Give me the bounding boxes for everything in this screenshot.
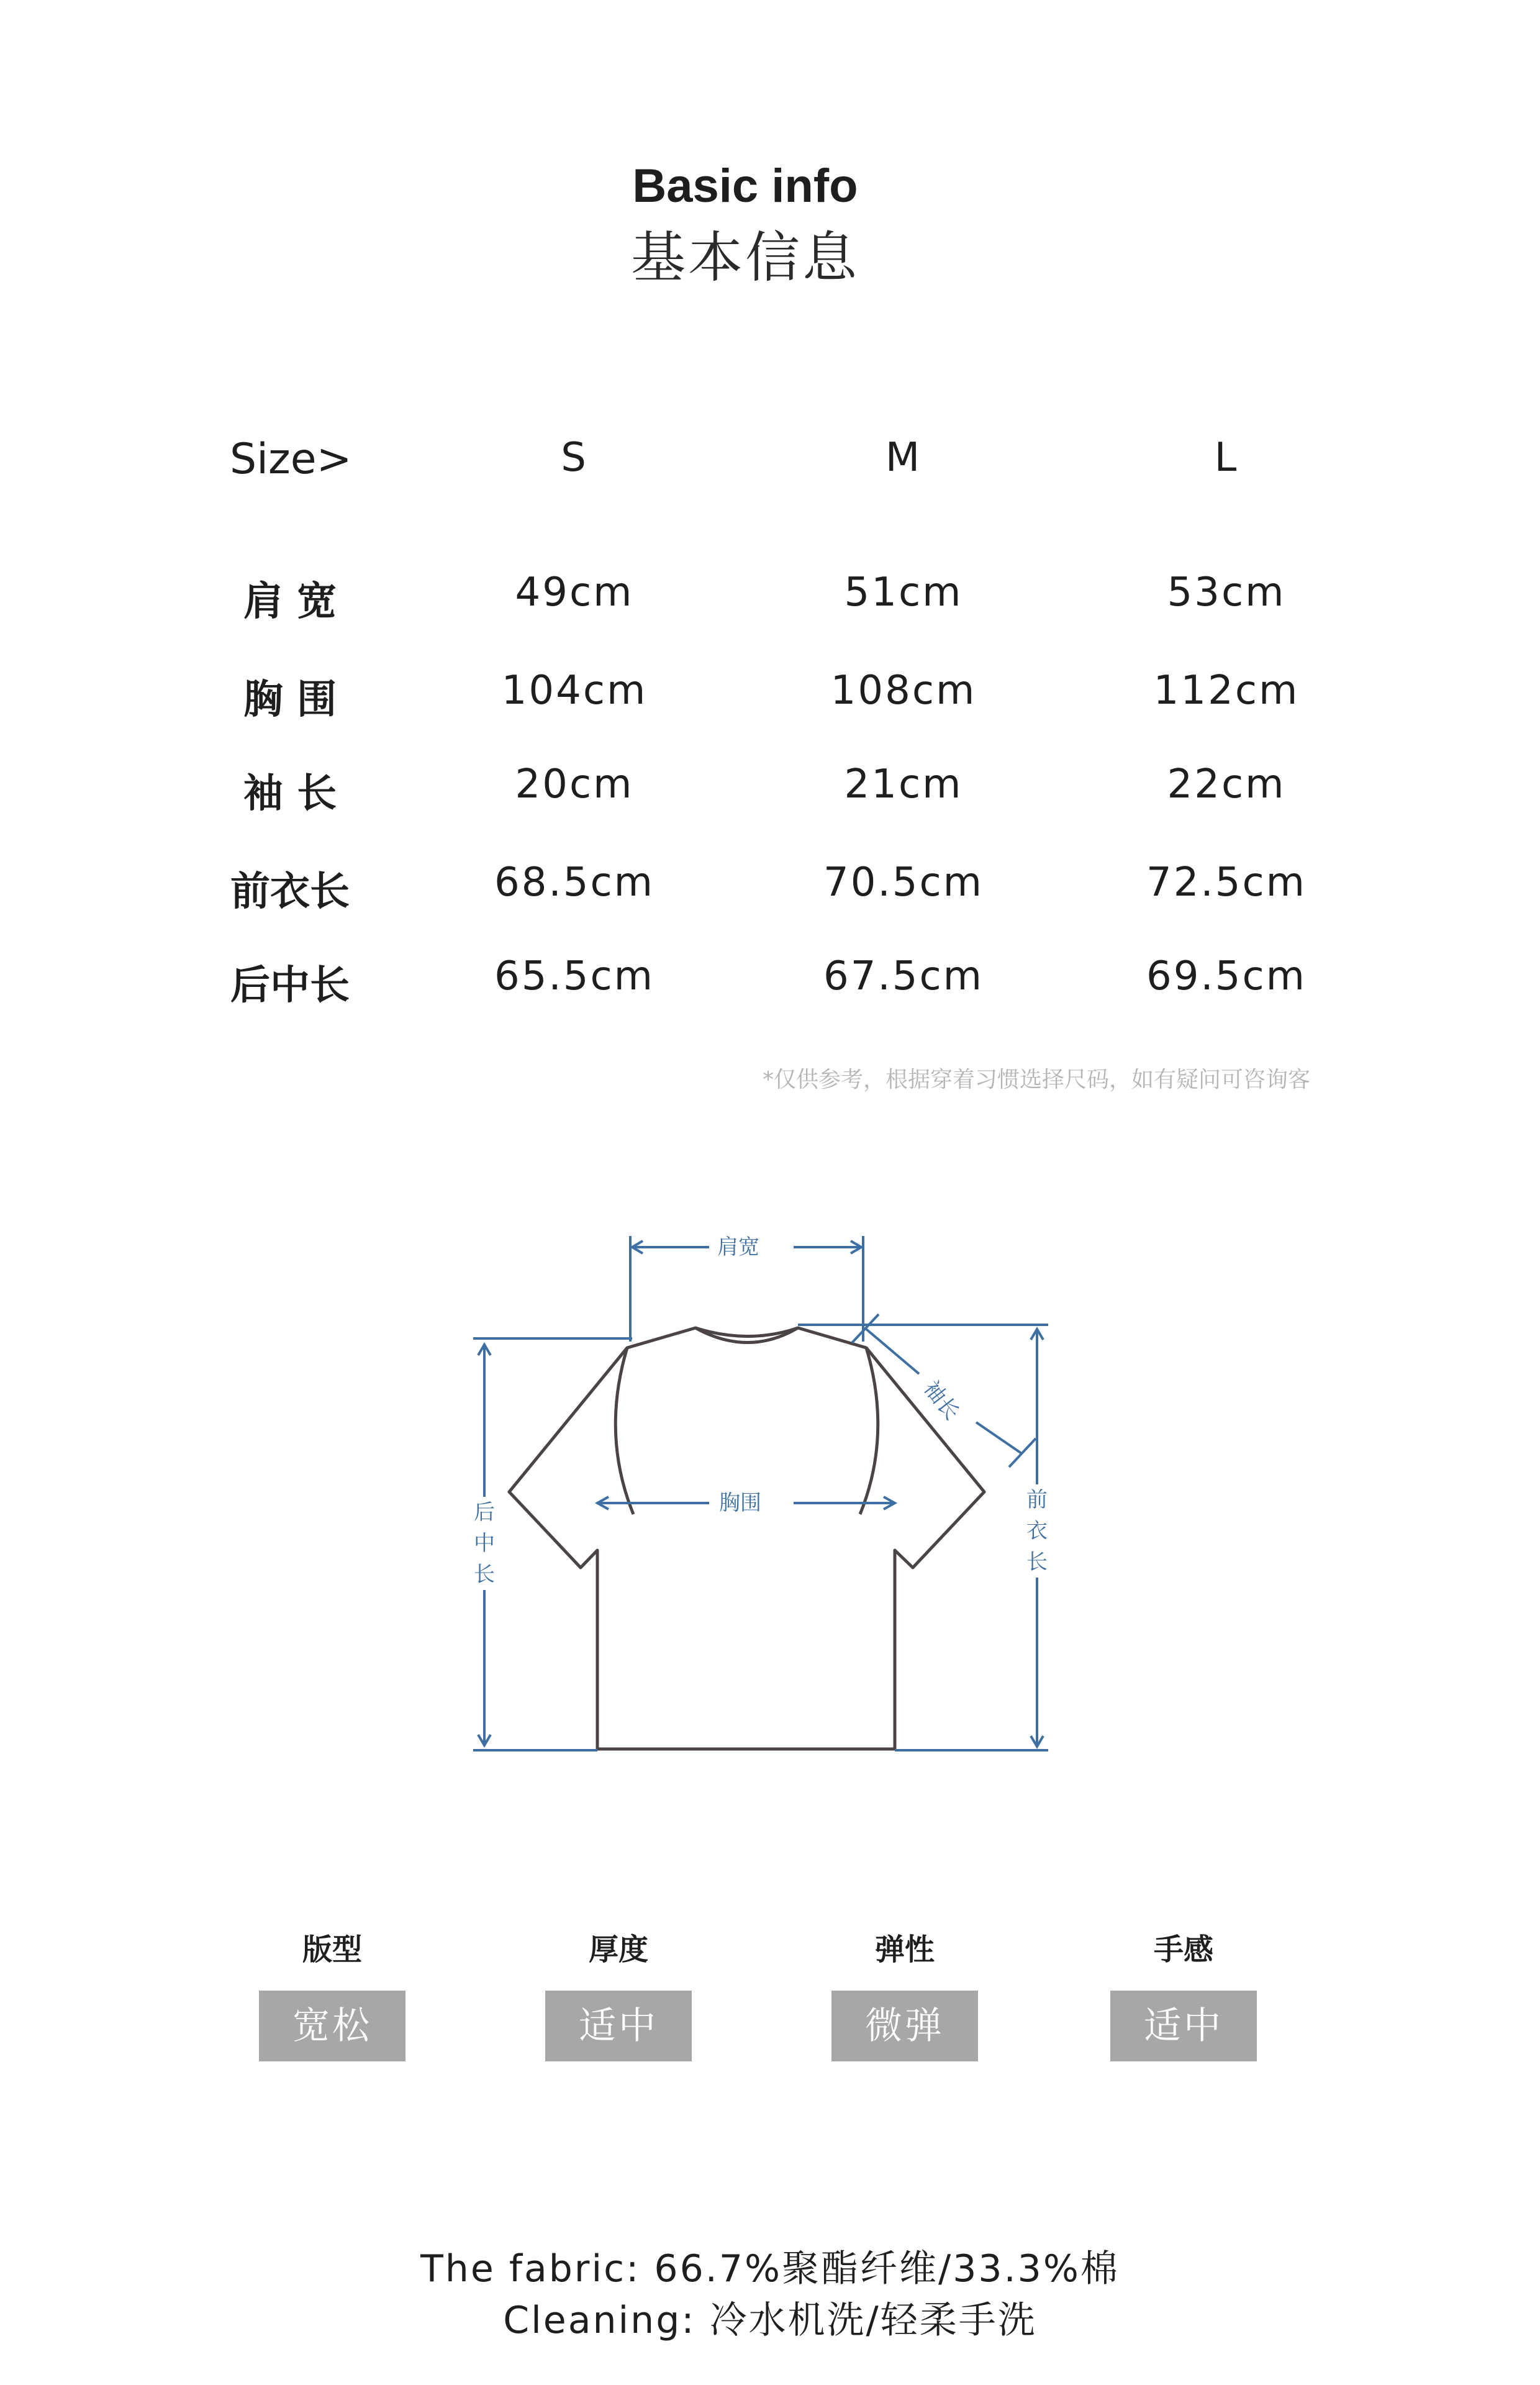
size-header-label: Size> <box>230 435 352 484</box>
attribute-badge: 微弹 <box>831 1991 978 2061</box>
title-chinese: 基本信息 <box>630 225 859 289</box>
attribute-label: 手感 <box>1153 1932 1213 1967</box>
table-cell: 22cm <box>1167 761 1286 807</box>
table-cell: 69.5cm <box>1146 953 1307 999</box>
row-label-back-length: 后中长 <box>230 963 350 1009</box>
attribute-elasticity <box>831 1925 978 2061</box>
diagram-label-front-length: 前 衣 长 <box>1025 1484 1049 1578</box>
size-header-l: L <box>1214 435 1239 481</box>
size-disclaimer-note: *仅供参考，根据穿着习惯选择尺码，如有疑问可咨询客 <box>762 1067 1310 1093</box>
table-cell: 20cm <box>515 761 634 807</box>
fabric-composition: The fabric: 66.7%聚酯纤维/33.3%棉 <box>420 2247 1120 2291</box>
table-cell: 70.5cm <box>823 860 984 906</box>
size-header-s: S <box>561 435 588 481</box>
row-label-sleeve: 袖 长 <box>243 771 337 817</box>
attribute-thickness <box>545 1925 692 2061</box>
attribute-label: 厚度 <box>588 1932 648 1967</box>
diagram-label-chest: 胸围 <box>719 1491 761 1515</box>
table-cell: 49cm <box>515 570 634 616</box>
table-cell: 72.5cm <box>1146 860 1307 906</box>
attribute-badge: 适中 <box>1110 1991 1257 2061</box>
table-cell: 53cm <box>1167 570 1286 616</box>
attribute-label: 弹性 <box>874 1932 935 1967</box>
table-cell: 21cm <box>844 761 963 807</box>
row-label-front-length: 前衣长 <box>230 869 350 915</box>
row-label-chest: 胸 围 <box>243 677 337 723</box>
table-cell: 51cm <box>844 570 963 616</box>
title-english: Basic info <box>632 160 858 212</box>
size-header-m: M <box>885 435 922 481</box>
diagram-label-back-length: 后 中 长 <box>472 1497 497 1590</box>
table-cell: 104cm <box>501 668 648 714</box>
diagram-label-shoulder: 肩宽 <box>717 1235 759 1260</box>
table-cell: 65.5cm <box>494 953 655 999</box>
attribute-fit <box>259 1925 405 2061</box>
table-cell: 67.5cm <box>823 953 984 999</box>
attribute-hand-feel <box>1110 1925 1257 2061</box>
attribute-badge: 宽松 <box>259 1991 405 2061</box>
tshirt-measurement-diagram <box>435 1211 1087 1770</box>
cleaning-instructions: Cleaning: 冷水机洗/轻柔手洗 <box>503 2299 1037 2342</box>
table-cell: 112cm <box>1153 668 1300 714</box>
diagram-label-sleeve: 袖长 <box>918 1376 964 1425</box>
table-cell: 108cm <box>830 668 977 714</box>
attribute-label: 版型 <box>302 1932 362 1967</box>
row-label-shoulder: 肩 宽 <box>243 579 337 625</box>
table-cell: 68.5cm <box>494 860 655 906</box>
attribute-badge: 适中 <box>545 1991 692 2061</box>
